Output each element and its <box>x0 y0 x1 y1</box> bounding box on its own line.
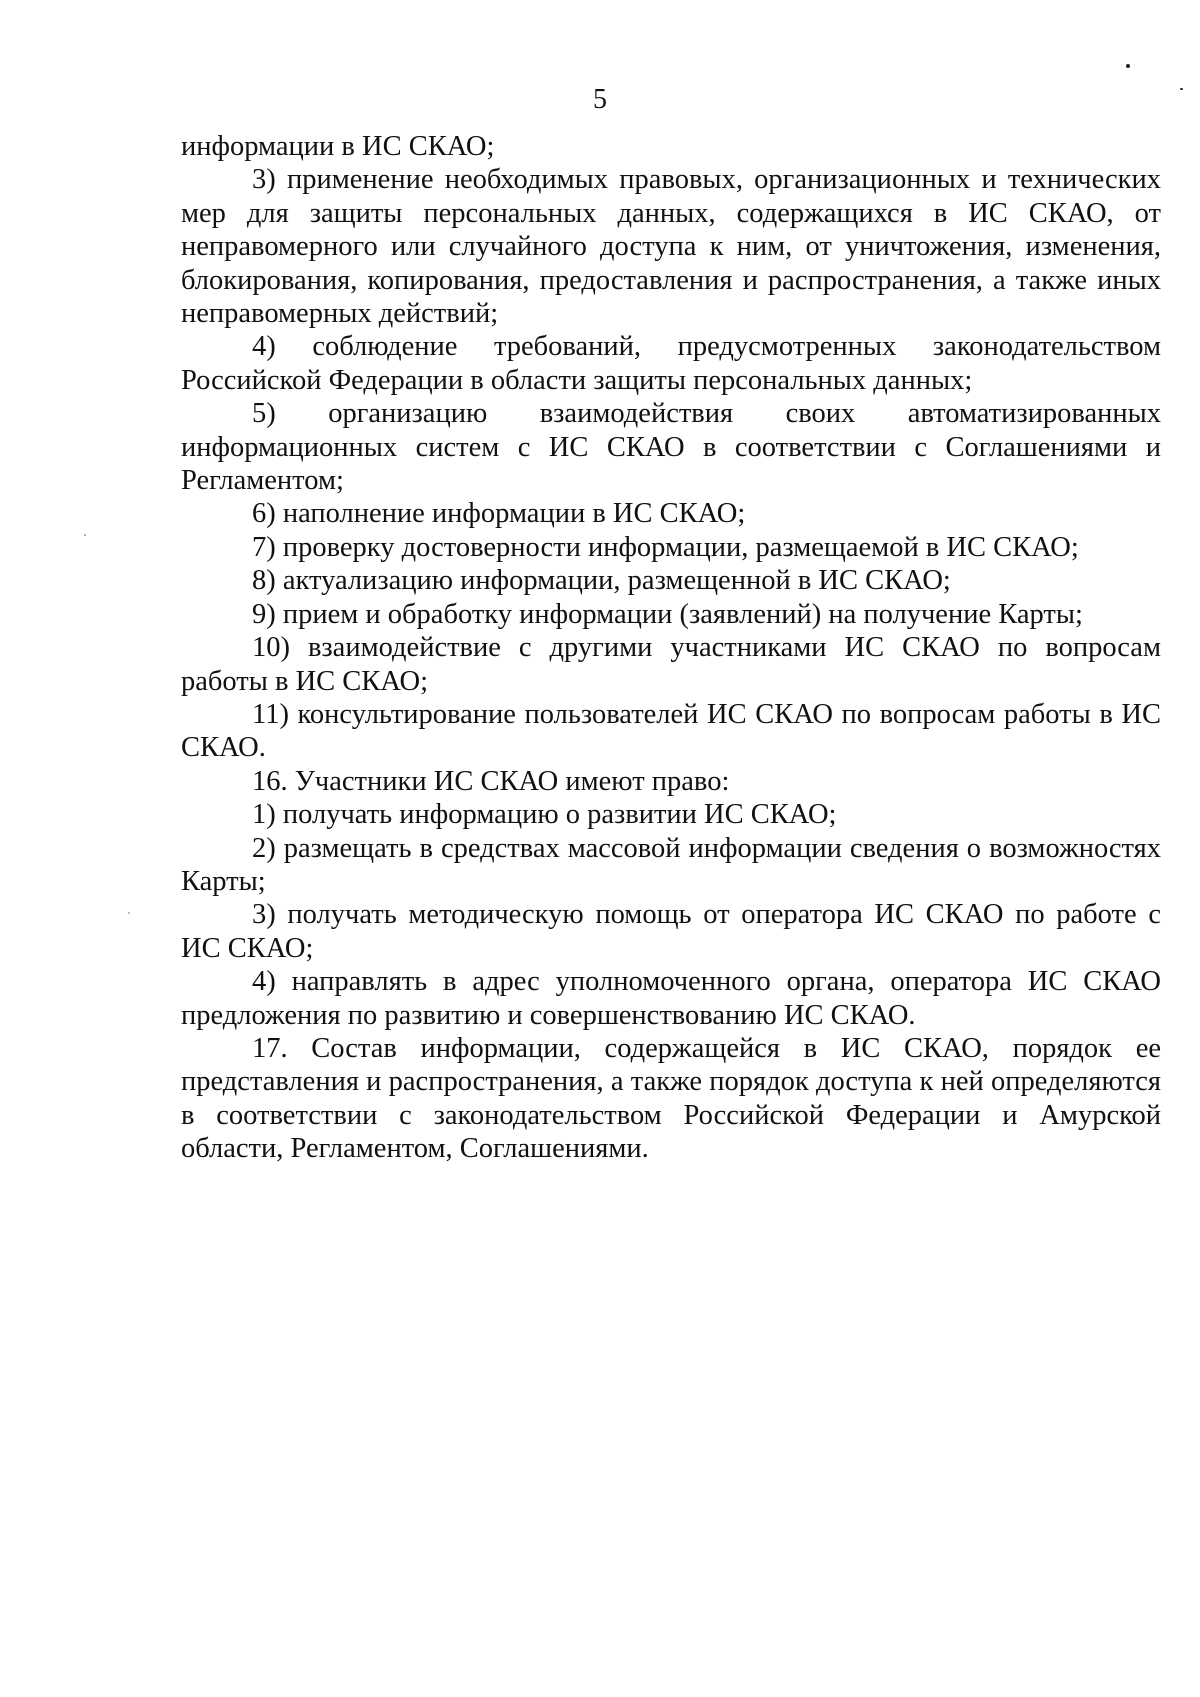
paragraph-item-5: 5) организацию взаимодействия своих автоматизированных информационных систем с ИС СКАО в соответствии с Соглашениями и Регламентом; <box>181 398 1161 497</box>
paragraph-right-4: 4) направлять в адрес уполномоченного органа, оператора ИС СКАО предложения по развитию и совершенствованию ИС СКАО. <box>181 966 1161 1031</box>
scan-speck <box>84 534 86 536</box>
section-17-paragraph: 17. Состав информации, содержащейся в ИС СКАО, порядок ее представления и распространения, а также порядок доступа к ней определяются в соответствии с законодательством Российской Федерации и Амурской области, Регламентом, Соглашениями. <box>181 1032 1161 1165</box>
paragraph-item-11: 11) консультирование пользователей ИС СКАО по вопросам работы в ИС СКАО. <box>181 698 1161 764</box>
paragraph-item-3: 3) применение необходимых правовых, организационных и технических мер для защиты персональных данных, содержащихся в ИС СКАО, от неправомерного или случайного доступа к ним, от уничтожения, изменения, блокирования, копирования, предоставления и распространения, а также иных неправомерных действий; <box>181 164 1161 330</box>
section-16-heading: 16. Участники ИС СКАО имеют право: <box>252 765 730 797</box>
paragraph-item-7: 7) проверку достоверности информации, размещаемой в ИС СКАО; <box>252 531 1079 563</box>
paragraph-item-9: 9) прием и обработку информации (заявлений) на получение Карты; <box>252 598 1083 630</box>
scan-speck <box>1126 64 1130 68</box>
scan-speck <box>1180 88 1183 90</box>
scan-speck <box>128 912 130 914</box>
paragraph-item-6: 6) наполнение информации в ИС СКАО; <box>252 498 746 530</box>
paragraph-continuation: информации в ИС СКАО; <box>181 131 495 162</box>
document-body <box>181 130 1161 1166</box>
paragraph-right-2: 2) размещать в средствах массовой информации сведения о возможностях Карты; <box>181 832 1161 897</box>
paragraph-item-4: 4) соблюдение требований, предусмотренных законодательством Российской Федерации в области защиты персональных данных; <box>181 331 1161 396</box>
paragraph-right-1: 1) получать информацию о развитии ИС СКАО; <box>252 799 837 831</box>
page-number: 5 <box>593 84 607 115</box>
paragraph-item-10: 10) взаимодействие с другими участниками ИС СКАО по вопросам работы в ИС СКАО; <box>181 632 1161 697</box>
paragraph-right-3: 3) получать методическую помощь от оператора ИС СКАО по работе с ИС СКАО; <box>181 899 1161 964</box>
paragraph-item-8: 8) актуализацию информации, размещенной в ИС СКАО; <box>252 565 951 597</box>
